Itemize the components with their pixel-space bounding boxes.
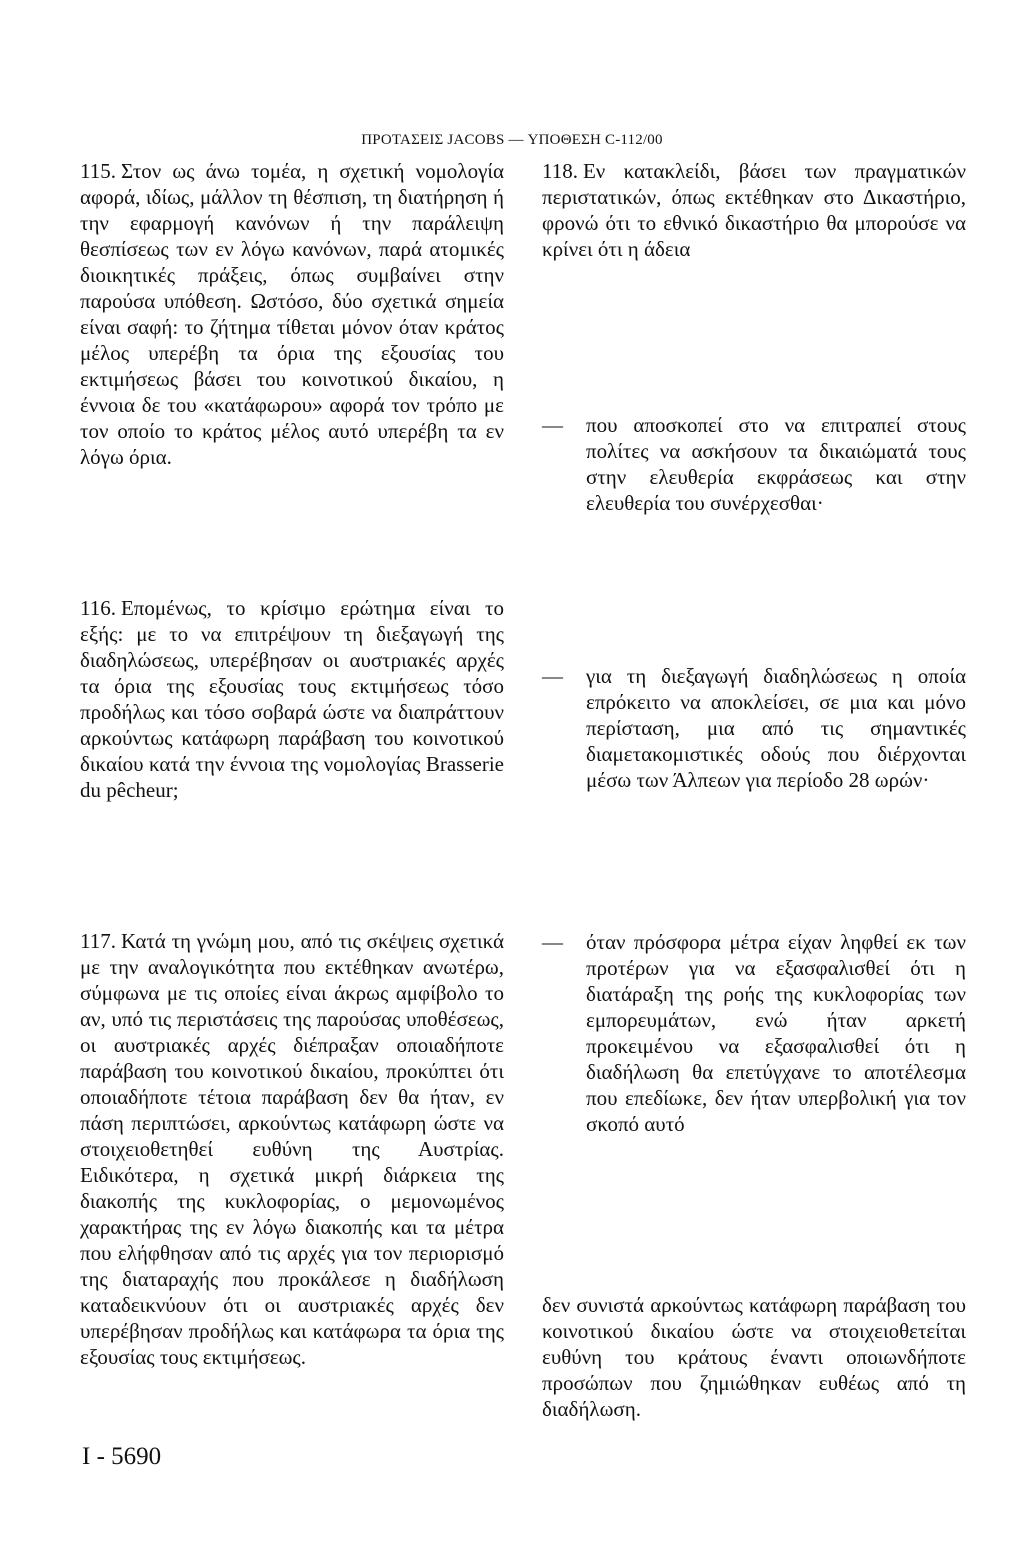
em-dash: — — [542, 664, 563, 688]
paragraph-text: Στον ως άνω τομέα, η σχετική νομολογία αφορά, ιδίως, μάλλον τη θέσπιση, τη διατήρηση ή την εφαρμογή κανόνων ή την παράλειψη θεσπίσεως των εν λόγω κανόνων, παρά ατομικές διοικητικές πράξεις, όπως συμβαίνει στην παρούσα υπόθεση. Ωστόσο, δύο σχετικά σημεία είναι σαφή: το ζήτημα τίθεται μόνον όταν κράτος μέλος υπερέβη τα όρια της εξουσίας του εκτιμήσεως βάσει του κοινοτικού δικαίου, η έννοια δε του «κατάφωρου» αφορά τον τρόπο με τον οποίο το κράτος μέλος αυτό υπερέβη τα εν λόγω όρια. — [80, 159, 504, 469]
paragraph-number: 118. — [542, 159, 578, 183]
paragraph-number: 115. — [80, 159, 116, 183]
conclusion-paragraph: δεν συνιστά αρκούντως κατάφωρη παράβαση του κοινοτικού δικαίου ώστε να στοιχειοθετείται ευθύνη του κράτους έναντι οποιωνδήποτε προσώπων που ζημιώθηκαν ευθέως από τη διαδήλωση. — [542, 1293, 966, 1421]
paragraph-text: Επομένως, το κρίσιμο ερώτημα είναι το εξής: με το να επιτρέψουν τη διεξαγωγή της διαδηλώσεως, υπερέβησαν οι αυστριακές αρχές τα όρια της εξουσίας τους εκτιμήσεως τόσο προδήλως και τόσο σοβαρά ώστε να διαπράττουν αρκούντως κατάφωρη παράβαση του κοινοτικού δικαίου κατά την έννοια της νομολογίας Brasserie du pêcheur; — [80, 596, 504, 802]
paragraph-number: 116. — [80, 596, 116, 620]
em-dash: — — [542, 413, 563, 437]
page-number: I - 5690 — [82, 1443, 162, 1470]
dash-item-text: όταν πρόσφορα μέτρα είχαν ληφθεί εκ των προτέρων για να εξασφαλισθεί ότι η διατάραξη της ροής της κυκλοφορίας των εμπορευμάτων, ενώ ήταν αρκετή προκειμένου να εξασφαλισθεί ότι η διαδήλωση θα επετύγχανε το αποτέλεσμα που επεδίωκε, δεν ήταν υπερβολική για τον σκοπό αυτό — [586, 930, 966, 1136]
paragraph-115 — [80, 158, 504, 470]
dash-list-item — [542, 663, 966, 793]
dash-list-item — [542, 929, 966, 1137]
paragraph-text: Εν κατακλείδι, βάσει των πραγματικών περιστατικών, όπως εκτέθηκαν στο Δικαστήριο, φρονώ ότι το εθνικό δικαστήριο θα μπορούσε να κρίνει ότι η άδεια — [542, 159, 966, 261]
paragraph-118 — [542, 158, 966, 262]
paragraph-116 — [80, 595, 504, 803]
paragraph-number: 117. — [80, 929, 116, 953]
paragraph-117 — [80, 928, 504, 1370]
dash-list-item — [542, 412, 966, 516]
dash-item-text: που αποσκοπεί στο να επιτραπεί στους πολίτες να ασκήσουν τα δικαιώματά τους στην ελευθερία εκφράσεως και στην ελευθερία του συνέρχεσθαι· — [586, 413, 966, 515]
running-header: ΠΡΟΤΑΣΕΙΣ JACOBS — ΥΠΟΘΕΣΗ C-112/00 — [361, 132, 663, 148]
dash-item-text: για τη διεξαγωγή διαδηλώσεως η οποία επρόκειτο να αποκλείσει, σε μια και μόνο περίσταση, μια από τις σημαντικές διαμετακομιστικές οδούς που διέρχονται μέσω των Άλπεων για περίοδο 28 ωρών· — [586, 664, 966, 792]
em-dash: — — [542, 930, 563, 954]
paragraph-text: Κατά τη γνώμη μου, από τις σκέψεις σχετικά με την αναλογικότητα που εκτέθηκαν ανωτέρω, σύμφωνα με τις οποίες είναι άκρως αμφίβολο το αν, υπό τις περιστάσεις της παρούσας υποθέσεως, οι αυστριακές αρχές διέπραξαν οποιαδήποτε παράβαση του κοινοτικού δικαίου, προκύπτει ότι οποιαδήποτε τέτοια παράβαση δεν θα ήταν, εν πάση περιπτώσει, αρκούντως κατάφωρη ώστε να στοιχειοθετηθεί ευθύνη της Αυστρίας. Ειδικότερα, η σχετικά μικρή διάρκεια της διακοπής της κυκλοφορίας, ο μεμονωμένος χαρακτήρας της εν λόγω διακοπής και τα μέτρα που ελήφθησαν από τις αρχές για τον περιορισμό της διαταραχής που προκάλεσε η διαδήλωση καταδεικνύουν ότι οι αυστριακές αρχές δεν υπερέβησαν προδήλως και κατάφωρα τα όρια της εξουσίας τους εκτιμήσεως. — [80, 929, 504, 1369]
